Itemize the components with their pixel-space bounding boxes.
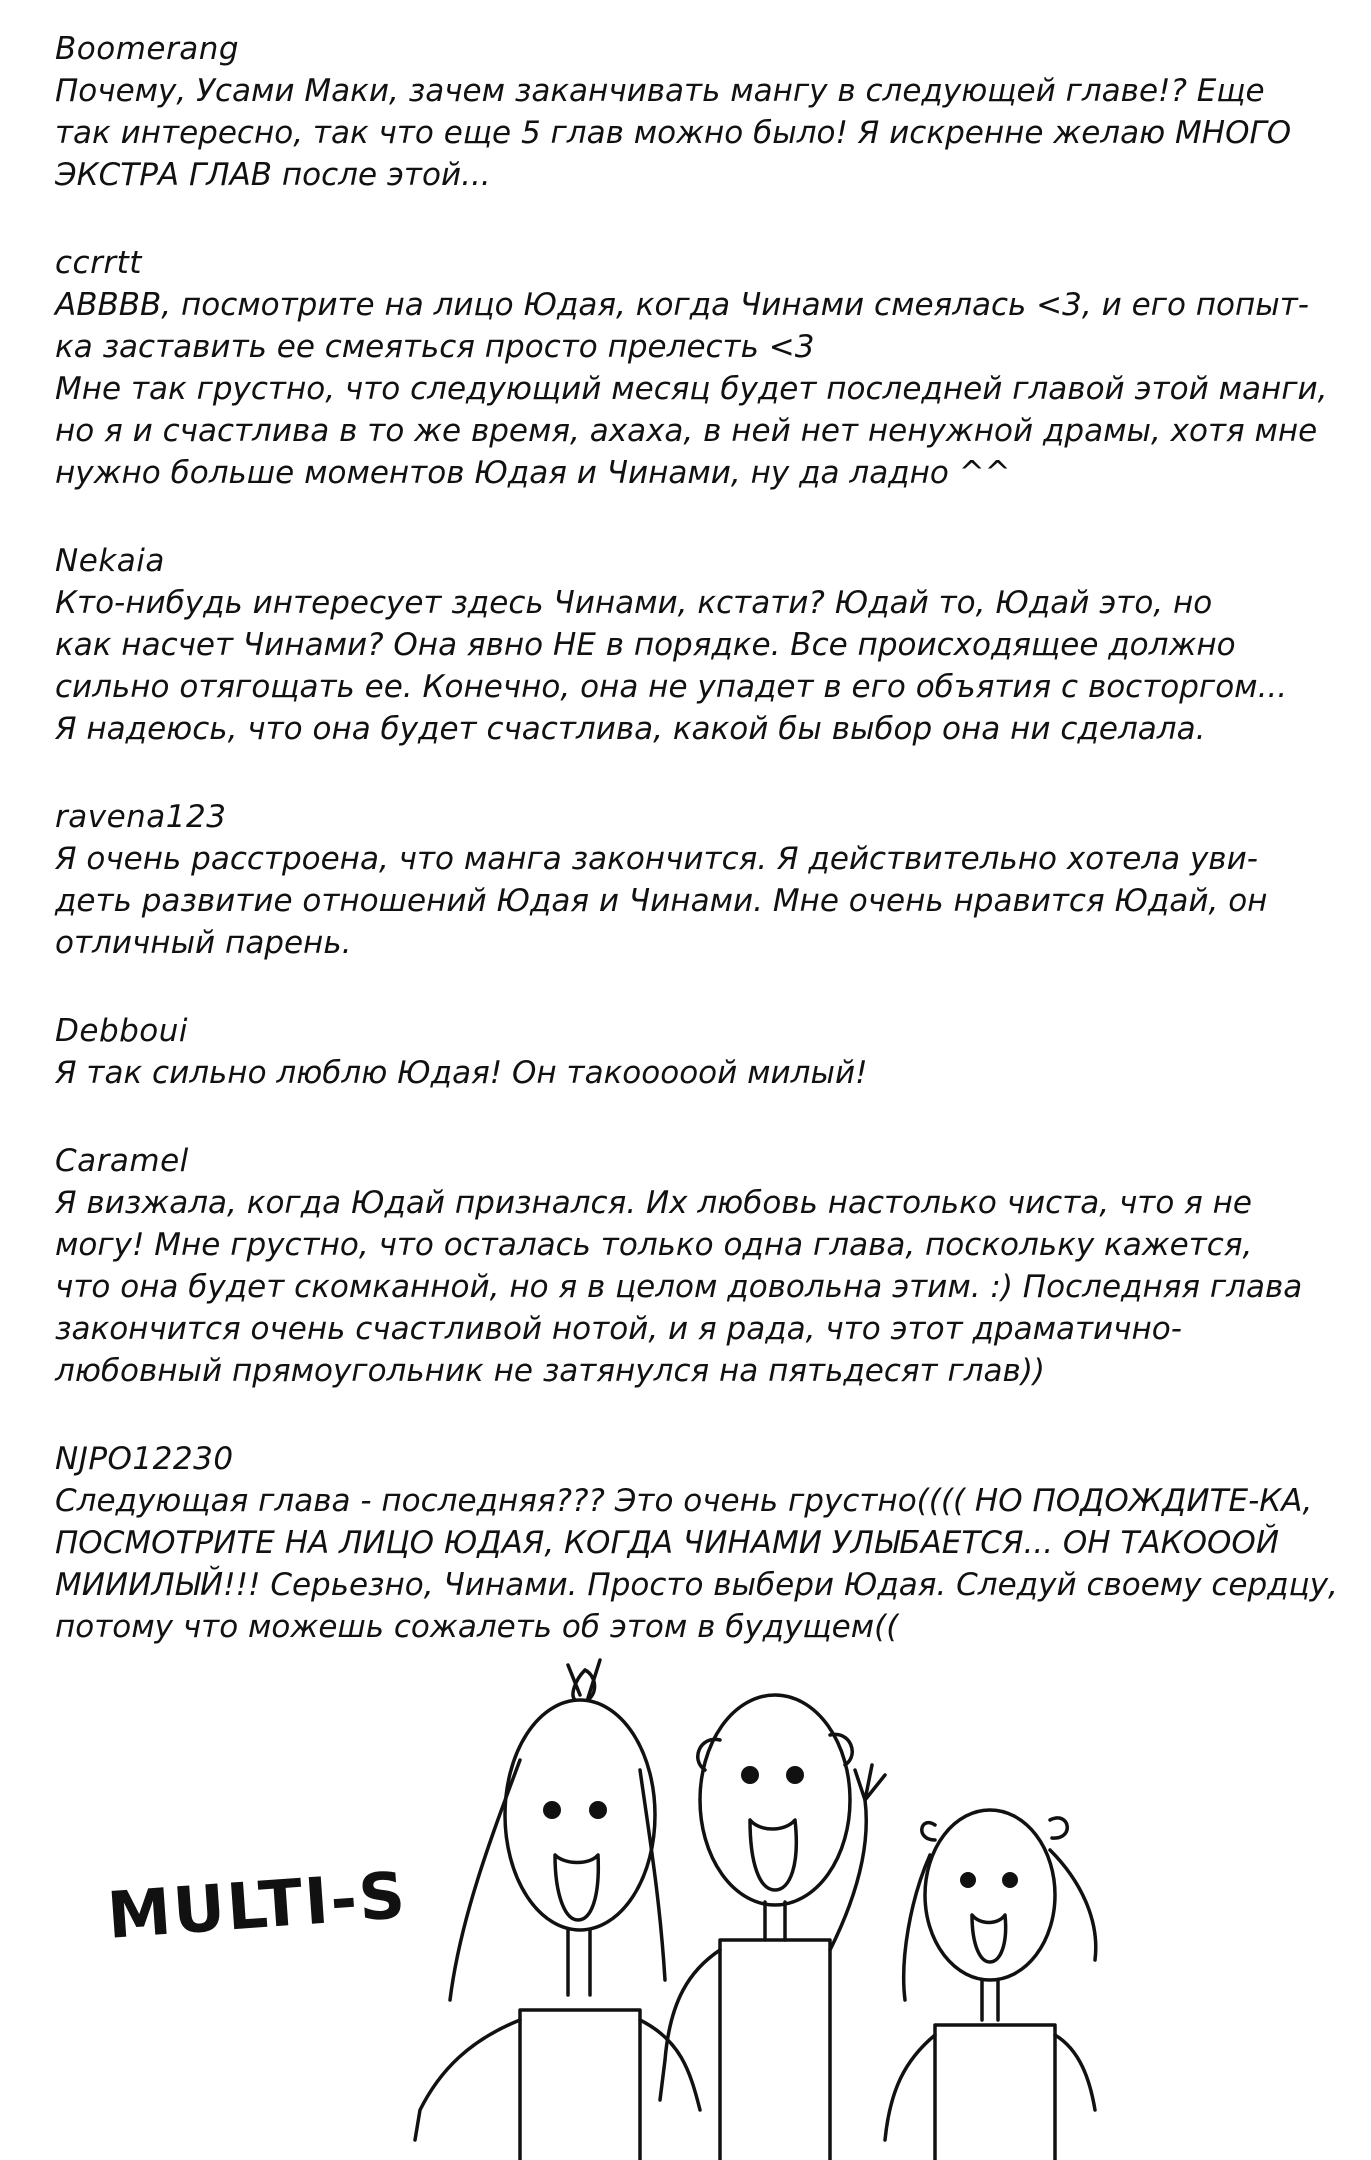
comment-text-line: нужно больше моментов Юдая и Чинами, ну да ладно ^^: [55, 455, 1011, 491]
comment-text-line: ПОСМОТРИТЕ НА ЛИЦО ЮДАЯ, КОГДА ЧИНАМИ УЛЫБАЕТСЯ... ОН ТАКОООЙ: [55, 1525, 1280, 1561]
comment-block: [55, 242, 1328, 494]
doodle-girl-left: [415, 1660, 700, 2160]
comment-text-line: но я и счастлива в то же время, ахаха, в ней нет ненужной драмы, хотя мне: [55, 413, 1318, 449]
comment-text-line: деть развитие отношений Юдая и Чинами. Мне очень нравится Юдай, он: [55, 883, 1268, 919]
comment-text-line: сильно отягощать ее. Конечно, она не упадет в его объятия с восторгом...: [55, 669, 1288, 705]
comment-text-line: что она будет скомканной, но я в целом довольна этим. :) Последняя глава: [55, 1269, 1303, 1305]
comment-text-line: могу! Мне грустно, что осталась только одна глава, поскольку кажется,: [55, 1227, 1253, 1263]
comment-text-line: ка заставить ее смеяться просто прелесть <3: [55, 329, 815, 365]
comment-text-line: ЭКСТРА ГЛАВ после этой...: [55, 157, 491, 193]
comment-block: [55, 1010, 1325, 1094]
comment-text-line: отличный парень.: [55, 925, 352, 961]
comment-author: ravena123: [55, 799, 227, 835]
comment-author: Nekaia: [55, 543, 165, 579]
comment-text-line: АВВВВ, посмотрите на лицо Юдая, когда Чинами смеялась <3, и его попыт-: [55, 287, 1309, 323]
signature-text: MULTI-S: [105, 1859, 410, 1954]
comment-text-line: Я надеюсь, что она будет счастлива, какой бы выбор она ни сделала.: [55, 711, 1206, 747]
comment-text-line: Я очень расстроена, что манга закончится. Я действительно хотела уви-: [55, 841, 1258, 877]
comment-text-line: Я так сильно люблю Юдая! Он такооооой милый!: [55, 1055, 868, 1091]
comment-text-line: так интересно, так что еще 5 глав можно было! Я искренне желаю МНОГО: [55, 115, 1292, 151]
comment-author: Debboui: [55, 1013, 189, 1049]
comment-author: Boomerang: [55, 31, 240, 67]
comment-author: Caramel: [55, 1143, 189, 1179]
comment-block: [55, 796, 1325, 964]
comment-block: [55, 28, 1325, 196]
comment-text-line: МИИИЛЫЙ!!! Серьезно, Чинами. Просто выбери Юдая. Следуй своему сердцу,: [55, 1567, 1338, 1603]
comment-block: [55, 1140, 1325, 1392]
comment-author: ccrrtt: [55, 245, 142, 281]
comment-list: [55, 28, 1338, 1694]
comment-block: [55, 540, 1325, 750]
comment-text-line: Почему, Усами Маки, зачем заканчивать мангу в следующей главе!? Еще: [55, 73, 1265, 109]
comment-text-line: закончится очень счастливой нотой, и я рада, что этот драматично-: [55, 1311, 1182, 1347]
comment-text-line: любовный прямоугольник не затянулся на пятьдесят глав)): [55, 1353, 1046, 1389]
comment-text-line: Я визжала, когда Юдай признался. Их любовь настолько чиста, что я не: [55, 1185, 1252, 1221]
comment-text-line: Кто-нибудь интересует здесь Чинами, кстати? Юдай то, Юдай это, но: [55, 585, 1213, 621]
comment-block: [55, 1438, 1338, 1648]
comment-text-line: потому что можешь сожалеть об этом в будущем((: [55, 1609, 899, 1645]
doodle-girl-right: [885, 1810, 1096, 2160]
comment-text-line: Следующая глава - последняя??? Это очень грустно(((( НО ПОДОЖДИТЕ-КА,: [55, 1483, 1313, 1519]
comment-text-line: Мне так грустно, что следующий месяц будет последней главой этой манги,: [55, 371, 1328, 407]
comment-text-line: как насчет Чинами? Она явно НЕ в порядке. Все происходящее должно: [55, 627, 1236, 663]
comment-author: NJPO12230: [55, 1441, 234, 1477]
